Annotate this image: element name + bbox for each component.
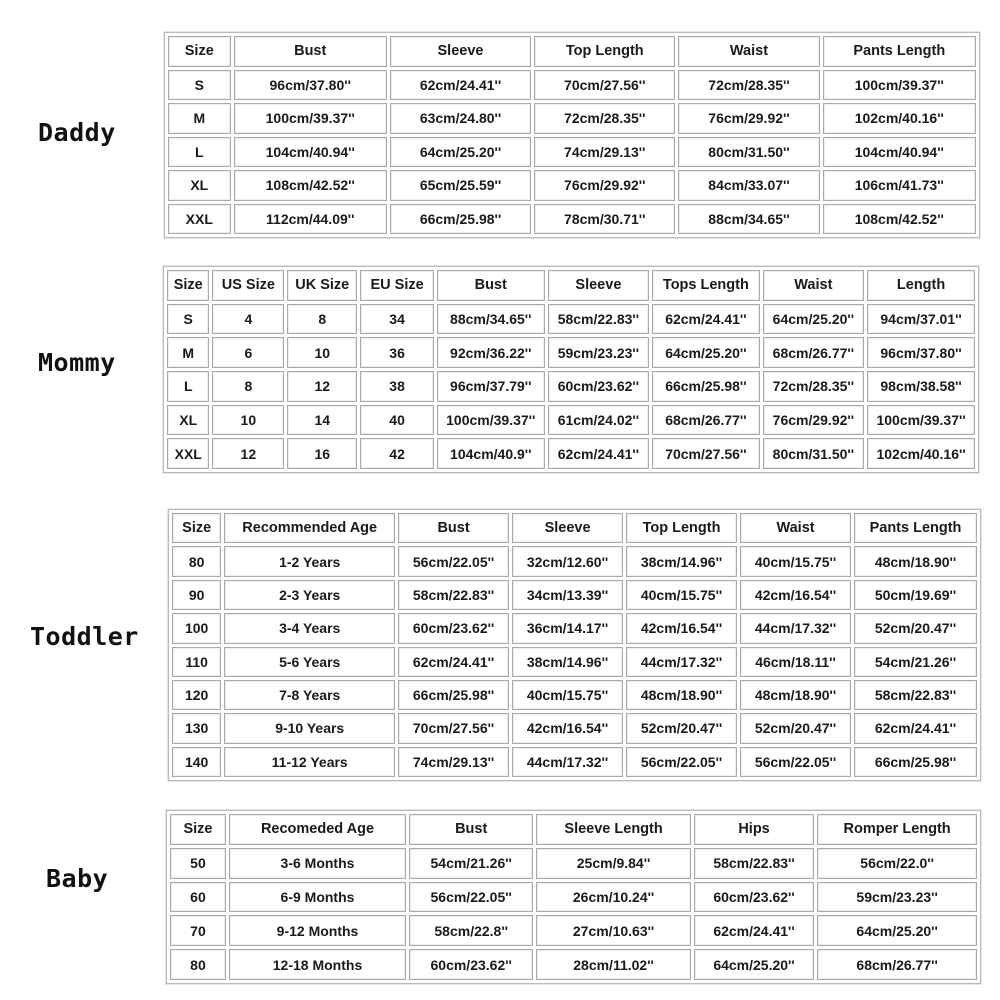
mommy-table-cell: 62cm/24.41'' xyxy=(548,438,650,469)
baby-table-cell: 80 xyxy=(170,949,226,980)
toddler-column-header: Top Length xyxy=(626,513,737,543)
mommy-table-cell: 6 xyxy=(212,337,284,368)
toddler-table-cell: 52cm/20.47'' xyxy=(740,713,851,743)
toddler-table-row xyxy=(172,713,977,743)
mommy-table-cell: L xyxy=(167,371,209,402)
baby-table-cell: 60 xyxy=(170,882,226,913)
mommy-table-cell: 64cm/25.20'' xyxy=(763,304,865,335)
toddler-table-cell: 38cm/14.96'' xyxy=(626,546,737,576)
toddler-table-cell: 40cm/15.75'' xyxy=(740,546,851,576)
daddy-table-cell: 104cm/40.94'' xyxy=(234,137,387,168)
daddy-table-cell: XL xyxy=(168,170,231,201)
toddler-table-cell: 58cm/22.83'' xyxy=(398,580,509,610)
baby-table-cell: 62cm/24.41'' xyxy=(694,915,814,946)
baby-column-header: Romper Length xyxy=(817,814,977,845)
toddler-size-table xyxy=(168,509,981,781)
toddler-table-cell: 9-10 Years xyxy=(224,713,395,743)
toddler-table-row xyxy=(172,747,977,777)
toddler-table-cell: 42cm/16.54'' xyxy=(740,580,851,610)
mommy-column-header: Tops Length xyxy=(652,270,759,301)
toddler-table-cell: 46cm/18.11'' xyxy=(740,647,851,677)
mommy-table-cell: 12 xyxy=(287,371,357,402)
mommy-table-cell: 104cm/40.9'' xyxy=(437,438,545,469)
baby-table-cell: 70 xyxy=(170,915,226,946)
baby-column-header: Sleeve Length xyxy=(536,814,691,845)
toddler-table-cell: 44cm/17.32'' xyxy=(740,613,851,643)
baby-table-cell: 27cm/10.63'' xyxy=(536,915,691,946)
mommy-table-cell: 96cm/37.80'' xyxy=(867,337,975,368)
baby-table-row xyxy=(170,949,977,980)
daddy-table-cell: 63cm/24.80'' xyxy=(390,103,531,134)
baby-table-cell: 68cm/26.77'' xyxy=(817,949,977,980)
baby-table-cell: 28cm/11.02'' xyxy=(536,949,691,980)
toddler-table-row xyxy=(172,680,977,710)
baby-table-cell: 58cm/22.8'' xyxy=(409,915,533,946)
daddy-table-cell: 108cm/42.52'' xyxy=(823,204,976,235)
mommy-table-cell: 68cm/26.77'' xyxy=(763,337,865,368)
toddler-column-header: Pants Length xyxy=(854,513,977,543)
toddler-table-cell: 11-12 Years xyxy=(224,747,395,777)
toddler-table-cell: 42cm/16.54'' xyxy=(512,713,623,743)
daddy-table-cell: 108cm/42.52'' xyxy=(234,170,387,201)
toddler-table-cell: 62cm/24.41'' xyxy=(854,713,977,743)
daddy-table-cell: 102cm/40.16'' xyxy=(823,103,976,134)
mommy-table-row xyxy=(167,371,975,402)
mommy-table-cell: 42 xyxy=(360,438,434,469)
daddy-table-cell: 84cm/33.07'' xyxy=(678,170,819,201)
mommy-label: Mommy xyxy=(38,348,116,377)
mommy-table-cell: 72cm/28.35'' xyxy=(763,371,865,402)
baby-table-cell: 64cm/25.20'' xyxy=(817,915,977,946)
daddy-table-row xyxy=(168,137,976,168)
mommy-table-cell: 76cm/29.92'' xyxy=(763,405,865,436)
mommy-table-cell: 80cm/31.50'' xyxy=(763,438,865,469)
baby-table-cell: 58cm/22.83'' xyxy=(694,848,814,879)
baby-table-row xyxy=(170,882,977,913)
daddy-column-header: Top Length xyxy=(534,36,675,67)
mommy-table-cell: 88cm/34.65'' xyxy=(437,304,545,335)
mommy-table-cell: 40 xyxy=(360,405,434,436)
mommy-column-header: Size xyxy=(167,270,209,301)
mommy-column-header: Bust xyxy=(437,270,545,301)
mommy-header-row xyxy=(167,270,975,301)
daddy-column-header: Bust xyxy=(234,36,387,67)
mommy-table-cell: 34 xyxy=(360,304,434,335)
mommy-table-cell: 10 xyxy=(287,337,357,368)
daddy-table-cell: 96cm/37.80'' xyxy=(234,70,387,101)
baby-column-header: Size xyxy=(170,814,226,845)
daddy-table-cell: 76cm/29.92'' xyxy=(678,103,819,134)
toddler-column-header: Bust xyxy=(398,513,509,543)
mommy-table-cell: 14 xyxy=(287,405,357,436)
toddler-table-cell: 66cm/25.98'' xyxy=(854,747,977,777)
toddler-table-cell: 44cm/17.32'' xyxy=(512,747,623,777)
toddler-table-cell: 5-6 Years xyxy=(224,647,395,677)
toddler-table-cell: 2-3 Years xyxy=(224,580,395,610)
toddler-table-cell: 110 xyxy=(172,647,221,677)
baby-table-cell: 6-9 Months xyxy=(229,882,406,913)
toddler-table-cell: 34cm/13.39'' xyxy=(512,580,623,610)
mommy-table-cell: 10 xyxy=(212,405,284,436)
mommy-table-cell: 38 xyxy=(360,371,434,402)
mommy-table-row xyxy=(167,405,975,436)
toddler-table-row xyxy=(172,647,977,677)
mommy-table-cell: 36 xyxy=(360,337,434,368)
daddy-table-row xyxy=(168,204,976,235)
toddler-header-row xyxy=(172,513,977,543)
daddy-column-header: Sleeve xyxy=(390,36,531,67)
toddler-table-row xyxy=(172,613,977,643)
mommy-size-table xyxy=(163,266,979,473)
daddy-table-row xyxy=(168,170,976,201)
toddler-table-cell: 40cm/15.75'' xyxy=(512,680,623,710)
toddler-table-cell: 62cm/24.41'' xyxy=(398,647,509,677)
daddy-table-row xyxy=(168,70,976,101)
daddy-column-header: Waist xyxy=(678,36,819,67)
toddler-table-cell: 74cm/29.13'' xyxy=(398,747,509,777)
daddy-table-cell: S xyxy=(168,70,231,101)
toddler-column-header: Recommended Age xyxy=(224,513,395,543)
mommy-table-cell: 61cm/24.02'' xyxy=(548,405,650,436)
mommy-column-header: Waist xyxy=(763,270,865,301)
daddy-table-cell: 65cm/25.59'' xyxy=(390,170,531,201)
mommy-table-cell: 64cm/25.20'' xyxy=(652,337,759,368)
mommy-table-cell: 98cm/38.58'' xyxy=(867,371,975,402)
baby-table-cell: 60cm/23.62'' xyxy=(694,882,814,913)
daddy-label: Daddy xyxy=(38,118,116,147)
toddler-table-cell: 56cm/22.05'' xyxy=(626,747,737,777)
mommy-table-cell: 59cm/23.23'' xyxy=(548,337,650,368)
mommy-table-cell: 68cm/26.77'' xyxy=(652,405,759,436)
mommy-column-header: UK Size xyxy=(287,270,357,301)
baby-table-cell: 64cm/25.20'' xyxy=(694,949,814,980)
daddy-table-cell: 104cm/40.94'' xyxy=(823,137,976,168)
daddy-table-cell: 76cm/29.92'' xyxy=(534,170,675,201)
toddler-table-cell: 120 xyxy=(172,680,221,710)
toddler-table-cell: 56cm/22.05'' xyxy=(740,747,851,777)
toddler-table-cell: 70cm/27.56'' xyxy=(398,713,509,743)
mommy-table-cell: 100cm/39.37'' xyxy=(867,405,975,436)
mommy-table-cell: 70cm/27.56'' xyxy=(652,438,759,469)
baby-column-header: Recomeded Age xyxy=(229,814,406,845)
mommy-table-cell: XXL xyxy=(167,438,209,469)
toddler-table-cell: 130 xyxy=(172,713,221,743)
mommy-column-header: Length xyxy=(867,270,975,301)
daddy-table-cell: 64cm/25.20'' xyxy=(390,137,531,168)
toddler-table-cell: 100 xyxy=(172,613,221,643)
toddler-table-cell: 90 xyxy=(172,580,221,610)
baby-table-cell: 56cm/22.05'' xyxy=(409,882,533,913)
daddy-table-cell: 78cm/30.71'' xyxy=(534,204,675,235)
daddy-table-cell: 62cm/24.41'' xyxy=(390,70,531,101)
toddler-table-cell: 48cm/18.90'' xyxy=(854,546,977,576)
toddler-column-header: Size xyxy=(172,513,221,543)
toddler-table-row xyxy=(172,580,977,610)
mommy-table-row xyxy=(167,438,975,469)
mommy-table-cell: 8 xyxy=(212,371,284,402)
toddler-table-cell: 36cm/14.17'' xyxy=(512,613,623,643)
mommy-table-cell: S xyxy=(167,304,209,335)
mommy-table-cell: 8 xyxy=(287,304,357,335)
toddler-column-header: Waist xyxy=(740,513,851,543)
baby-size-table xyxy=(166,810,981,984)
mommy-column-header: Sleeve xyxy=(548,270,650,301)
mommy-table-cell: 58cm/22.83'' xyxy=(548,304,650,335)
daddy-table-cell: 106cm/41.73'' xyxy=(823,170,976,201)
mommy-column-header: EU Size xyxy=(360,270,434,301)
toddler-table-cell: 44cm/17.32'' xyxy=(626,647,737,677)
daddy-table-cell: 80cm/31.50'' xyxy=(678,137,819,168)
mommy-table-row xyxy=(167,304,975,335)
mommy-table-cell: 92cm/36.22'' xyxy=(437,337,545,368)
daddy-table-cell: 72cm/28.35'' xyxy=(678,70,819,101)
daddy-table-cell: 74cm/29.13'' xyxy=(534,137,675,168)
toddler-table-cell: 52cm/20.47'' xyxy=(854,613,977,643)
toddler-table-cell: 7-8 Years xyxy=(224,680,395,710)
toddler-table-cell: 80 xyxy=(172,546,221,576)
daddy-table-cell: 112cm/44.09'' xyxy=(234,204,387,235)
daddy-table-cell: XXL xyxy=(168,204,231,235)
daddy-table-cell: 70cm/27.56'' xyxy=(534,70,675,101)
mommy-table-cell: 100cm/39.37'' xyxy=(437,405,545,436)
daddy-table-cell: 66cm/25.98'' xyxy=(390,204,531,235)
toddler-table-cell: 42cm/16.54'' xyxy=(626,613,737,643)
toddler-table-row xyxy=(172,546,977,576)
daddy-table-cell: 100cm/39.37'' xyxy=(823,70,976,101)
toddler-table-cell: 48cm/18.90'' xyxy=(740,680,851,710)
mommy-table-cell: M xyxy=(167,337,209,368)
daddy-table-row xyxy=(168,103,976,134)
baby-column-header: Bust xyxy=(409,814,533,845)
mommy-table-cell: 94cm/37.01'' xyxy=(867,304,975,335)
daddy-table-cell: 72cm/28.35'' xyxy=(534,103,675,134)
toddler-table-cell: 40cm/15.75'' xyxy=(626,580,737,610)
toddler-table-cell: 38cm/14.96'' xyxy=(512,647,623,677)
mommy-table-cell: 102cm/40.16'' xyxy=(867,438,975,469)
toddler-table-cell: 3-4 Years xyxy=(224,613,395,643)
toddler-table-cell: 66cm/25.98'' xyxy=(398,680,509,710)
daddy-column-header: Size xyxy=(168,36,231,67)
baby-table-cell: 25cm/9.84'' xyxy=(536,848,691,879)
daddy-table-cell: 100cm/39.37'' xyxy=(234,103,387,134)
baby-label: Baby xyxy=(46,864,109,893)
toddler-table-cell: 56cm/22.05'' xyxy=(398,546,509,576)
toddler-label: Toddler xyxy=(30,622,139,651)
toddler-table-cell: 50cm/19.69'' xyxy=(854,580,977,610)
toddler-table-cell: 58cm/22.83'' xyxy=(854,680,977,710)
baby-table-cell: 60cm/23.62'' xyxy=(409,949,533,980)
toddler-table-cell: 54cm/21.26'' xyxy=(854,647,977,677)
daddy-header-row xyxy=(168,36,976,67)
mommy-table-cell: XL xyxy=(167,405,209,436)
daddy-table-cell: 88cm/34.65'' xyxy=(678,204,819,235)
mommy-table-row xyxy=(167,337,975,368)
baby-table-cell: 26cm/10.24'' xyxy=(536,882,691,913)
baby-table-row xyxy=(170,848,977,879)
toddler-table-cell: 32cm/12.60'' xyxy=(512,546,623,576)
baby-table-row xyxy=(170,915,977,946)
mommy-table-cell: 12 xyxy=(212,438,284,469)
daddy-table-cell: L xyxy=(168,137,231,168)
baby-table-cell: 54cm/21.26'' xyxy=(409,848,533,879)
daddy-table-cell: M xyxy=(168,103,231,134)
toddler-table-cell: 52cm/20.47'' xyxy=(626,713,737,743)
baby-table-cell: 59cm/23.23'' xyxy=(817,882,977,913)
mommy-table-cell: 4 xyxy=(212,304,284,335)
toddler-column-header: Sleeve xyxy=(512,513,623,543)
baby-table-cell: 12-18 Months xyxy=(229,949,406,980)
baby-table-cell: 56cm/22.0'' xyxy=(817,848,977,879)
baby-table-cell: 3-6 Months xyxy=(229,848,406,879)
baby-header-row xyxy=(170,814,977,845)
mommy-table-cell: 60cm/23.62'' xyxy=(548,371,650,402)
toddler-table-cell: 1-2 Years xyxy=(224,546,395,576)
mommy-column-header: US Size xyxy=(212,270,284,301)
mommy-table-cell: 66cm/25.98'' xyxy=(652,371,759,402)
toddler-table-cell: 48cm/18.90'' xyxy=(626,680,737,710)
baby-column-header: Hips xyxy=(694,814,814,845)
baby-table-cell: 50 xyxy=(170,848,226,879)
toddler-table-cell: 140 xyxy=(172,747,221,777)
toddler-table-cell: 60cm/23.62'' xyxy=(398,613,509,643)
mommy-table-cell: 16 xyxy=(287,438,357,469)
daddy-size-table xyxy=(164,32,980,238)
baby-table-cell: 9-12 Months xyxy=(229,915,406,946)
daddy-column-header: Pants Length xyxy=(823,36,976,67)
mommy-table-cell: 96cm/37.79'' xyxy=(437,371,545,402)
mommy-table-cell: 62cm/24.41'' xyxy=(652,304,759,335)
